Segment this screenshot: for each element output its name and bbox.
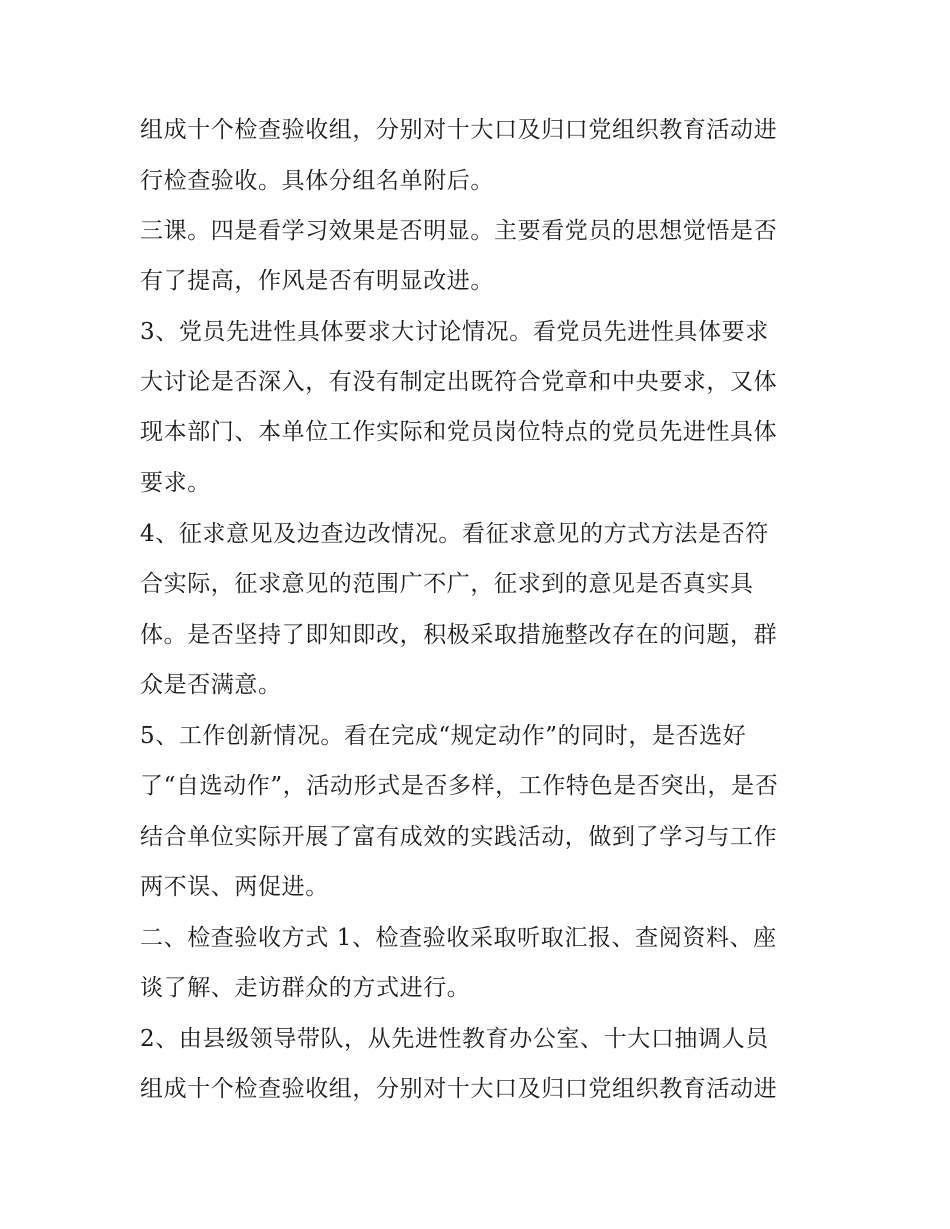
- text-line-7: 现本部门、本单位工作实际和党员岗位特点的党员先进性具体: [140, 419, 778, 445]
- text-line-17: 二、检查验收方式 1、检查验收采取听取汇报、查阅资料、座: [140, 925, 777, 951]
- text-line-14: 了“自选动作”，活动形式是否多样，工作特色是否突出，是否: [140, 773, 779, 799]
- text-line-12: 众是否满意。: [140, 672, 282, 698]
- text-line-15: 结合单位实际开展了富有成效的实践活动，做到了学习与工作: [140, 824, 778, 850]
- text-line-18: 谈了解、走访群众的方式进行。: [140, 975, 471, 1001]
- text-line-10: 合实际，征求意见的范围广不广，征求到的意见是否真实具: [140, 571, 754, 597]
- text-line-3: 三课。四是看学习效果是否明显。主要看党员的思想觉悟是否: [140, 218, 778, 244]
- text-line-5: 3、党员先进性具体要求大讨论情况。看党员先进性具体要求: [140, 319, 769, 345]
- text-line-4: 有了提高，作风是否有明显改进。: [140, 268, 494, 294]
- text-line-16: 两不误、两促进。: [140, 874, 329, 900]
- text-line-2: 行检查验收。具体分组名单附后。: [140, 168, 494, 194]
- text-line-6: 大讨论是否深入，有没有制定出既符合党章和中央要求，又体: [140, 369, 778, 395]
- text-line-11: 体。是否坚持了即知即改，积极采取措施整改存在的问题，群: [140, 622, 778, 648]
- text-line-19: 2、由县级领导带队，从先进性教育办公室、十大口抽调人员: [140, 1026, 769, 1052]
- text-line-20: 组成十个检查验收组，分别对十大口及归口党组织教育活动进: [140, 1076, 778, 1102]
- text-line-9: 4、征求意见及边查边改情况。看征求意见的方式方法是否符: [140, 521, 769, 547]
- text-line-13: 5、工作创新情况。看在完成“规定动作”的同时，是否选好: [140, 723, 747, 749]
- text-line-1: 组成十个检查验收组，分别对十大口及归口党组织教育活动进: [140, 117, 778, 143]
- text-line-8: 要求。: [140, 470, 211, 496]
